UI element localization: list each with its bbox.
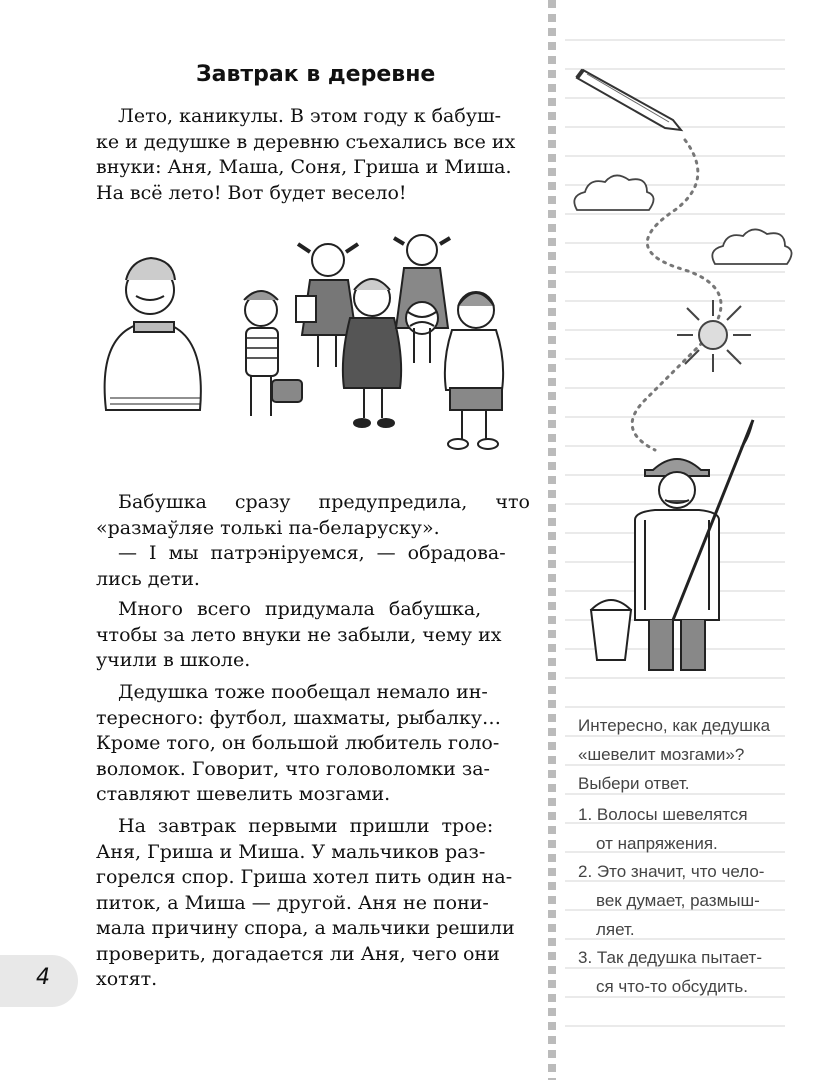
text-line: «размаўляе толькі па-беларуску». — [96, 516, 440, 539]
older-boy-figure — [445, 292, 503, 449]
family-illustration — [96, 230, 536, 470]
grandfather-figure — [591, 420, 753, 670]
text-line: воломок. Говорит, что головоломки за- — [96, 757, 490, 780]
question-line: Выбери ответ. — [578, 774, 690, 793]
question-line: Интересно, как дедушка — [578, 716, 771, 735]
option-line: 2. Это значит, что чело- — [578, 862, 765, 881]
text-line: Много всего придумала бабушка, — [118, 598, 482, 620]
paragraph-1 — [96, 104, 528, 206]
boy-figure — [244, 291, 302, 416]
text-line: внуки: Аня, Маша, Соня, Гриша и Миша. — [96, 156, 512, 178]
answer-option-2[interactable] — [578, 857, 818, 944]
text-line: тересного: футбол, шахматы, рыбалку… — [96, 706, 502, 729]
paragraph-2 — [96, 490, 528, 541]
text-line: Кроме того, он большой любитель голо- — [96, 732, 500, 754]
text-line: Аня, Гриша и Миша. У мальчиков раз- — [96, 840, 486, 863]
paragraph-3 — [96, 541, 528, 592]
paragraph-5 — [96, 680, 528, 808]
text-line: Лето, каникулы. В этом году к бабуш- — [118, 105, 502, 127]
text-line: питок, а Миша — другой. Аня не пони- — [96, 891, 489, 914]
girl-with-ball-figure — [394, 235, 450, 363]
sun-icon — [677, 300, 751, 372]
dashed-divider — [546, 0, 558, 1080]
text-line: На всё лето! Вот будет весело! — [96, 181, 407, 204]
option-line: 1. Волосы шевелятся — [578, 805, 748, 824]
main-column — [96, 0, 536, 1080]
option-line: ляет. — [596, 920, 635, 939]
text-line: лись дети. — [96, 567, 200, 590]
paragraph-4 — [96, 597, 528, 674]
option-line: век думает, размыш- — [596, 891, 760, 910]
option-line: от напряжения. — [596, 834, 718, 853]
text-line: На завтрак первыми пришли трое: — [118, 815, 494, 837]
answer-option-3[interactable] — [578, 943, 818, 1001]
text-line: — І мы патрэніруемся, — обрадова- — [118, 542, 506, 564]
text-line: мала причину спора, а мальчики решили — [96, 917, 515, 939]
text-line: чтобы за лето внуки не забыли, чему их — [96, 623, 502, 646]
question-line: «шевелит мозгами»? — [578, 745, 745, 764]
page-number: 4 — [36, 965, 50, 990]
text-line: учили в школе. — [96, 649, 251, 671]
paragraph-6 — [96, 814, 528, 993]
text-line: Дедушка тоже пообещал немало ин- — [118, 681, 488, 703]
text-line: хотят. — [96, 968, 158, 990]
option-line: 3. Так дедушка пытает- — [578, 948, 762, 967]
sidebar-question — [578, 711, 818, 798]
text-line: Бабушка сразу предупредила, что — [118, 491, 530, 513]
pencil-icon — [577, 70, 681, 130]
answer-option-1[interactable] — [578, 800, 818, 858]
grandmother-figure — [105, 258, 201, 410]
text-line: ке и дедушке в деревню съехались все их — [96, 130, 516, 153]
cloud-icon — [574, 175, 791, 264]
option-line: ся что-то обсудить. — [596, 977, 748, 996]
text-line: ставляют шевелить мозгами. — [96, 783, 391, 805]
text-line: горелся спор. Гриша хотел пить один на- — [96, 866, 513, 888]
text-line: проверить, догадается ли Аня, чего они — [96, 942, 500, 965]
page-title: Завтрак в деревне — [196, 62, 436, 87]
